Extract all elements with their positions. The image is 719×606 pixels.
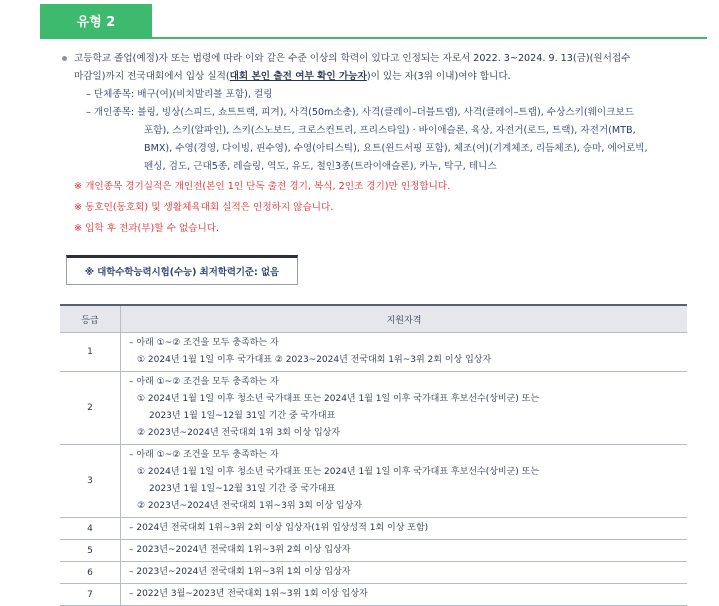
note-club: ※ 동호인(동호회) 및 생활체육대회 실적은 인정하지 않습니다.: [74, 202, 334, 213]
qualification-line: – 아래 ①~② 조건을 모두 충족하는 자: [129, 450, 279, 460]
eligibility-text-3: )이 있는 자(3위 이내)여야 합니다.: [366, 71, 511, 82]
grade-cell: 7: [60, 584, 121, 606]
type-label: 유형 2: [40, 4, 152, 37]
table-row: [60, 372, 687, 445]
table-row: [60, 445, 687, 518]
eligibility-highlight: 대회 본인 출전 여부 확인 가능자: [229, 71, 367, 82]
eligibility-text-1: 고등학교 졸업(예정)자 또는 법령에 따라 이와 같은 수준 이상의 학력이 있다고 인정되는 자로서 2022. 3~2024. 9. 13(금)(원서접수: [74, 53, 631, 64]
individual-sports: [62, 104, 712, 176]
table-row: [60, 333, 687, 372]
qualification-line: – 아래 ①~② 조건을 모두 충족하는 자: [129, 338, 279, 348]
grade-table: [60, 304, 687, 606]
grade-cell: 5: [60, 540, 121, 562]
eligibility-main: [62, 50, 712, 86]
qualification-line: 2023년 1월 1일~12월 31일 기간 중 국가대표: [149, 484, 336, 494]
qualification-line: – 2023년~2024년 전국대회 1위~3위 1회 이상 입상자: [129, 567, 351, 577]
table-row: [60, 584, 687, 606]
individual-line: 포함), 스키(알파인), 스키(스노보드, 크로스컨트리, 프리스타일) · 바이애슬론, 육상, 자전거(로드, 트랙), 자전거(MTB,: [144, 125, 636, 136]
note-transfer: ※ 입학 후 전과(부)할 수 없습니다.: [74, 223, 220, 234]
grade-cell: 1: [60, 333, 121, 372]
eligibility-text-2: 마감일)까지 전국대회에서 입상 실적(: [74, 71, 230, 82]
qualification-line: ① 2024년 1월 1일 이후 청소년 국가대표 또는 2024년 1월 1일 이후 국가대표 후보선수(상비군) 또는: [137, 467, 540, 477]
qualification-line: ② 2023년~2024년 전국대회 1위 3회 이상 입상자: [137, 428, 341, 438]
table-row: [60, 562, 687, 584]
qualification-line: 2023년 1월 1일~12월 31일 기간 중 국가대표: [149, 411, 336, 421]
qualification-cell: [121, 562, 688, 584]
qualification-line: – 2022년 3월~2023년 전국대회 1위~3위 1회 이상 입상자: [129, 589, 368, 599]
table-row: [60, 540, 687, 562]
grade-cell: 6: [60, 562, 121, 584]
eligibility-section: [62, 50, 712, 239]
grade-cell: 2: [60, 372, 121, 445]
header-divider: [40, 37, 707, 39]
qualification-line: ① 2024년 1월 1일 이후 청소년 국가대표 또는 2024년 1월 1일 이후 국가대표 후보선수(상비군) 또는: [137, 394, 540, 404]
qualification-line: – 아래 ①~② 조건을 모두 충족하는 자: [129, 377, 279, 387]
qualification-cell: [121, 445, 688, 518]
header-qualification: 지원자격: [121, 305, 688, 333]
qualification-cell: [121, 372, 688, 445]
minimum-criteria-box: ※ 대학수학능력시험(수능) 최저학력기준: 없음: [66, 255, 298, 285]
individual-line: BMX), 수영(경영, 다이빙, 핀수영), 수영(아티스틱), 요트(윈드서핑 포함), 체조(여)(기계체조, 리듬체조), 승마, 에어로빅,: [144, 143, 648, 154]
grade-cell: 3: [60, 445, 121, 518]
qualification-cell: [121, 333, 688, 372]
qualification-line: – 2024년 전국대회 1위~3위 2회 이상 입상자(1위 입상성적 1회 이상 포함): [129, 523, 429, 533]
individual-line: – 개인종목: 볼링, 빙상(스피드, 쇼트트랙, 피겨), 사격(50m소총), 사격(클레이–더블트랩), 사격(클레이–트랩), 수상스키(웨이크보드: [86, 107, 634, 118]
qualification-cell: [121, 584, 688, 606]
qualification-line: ① 2024년 1월 1일 이후 국가대표 ② 2023~2024년 전국대회 1위~3위 2회 이상 입상자: [137, 355, 492, 365]
note-individual: ※ 개인종목 경기실적은 개인전(본인 1인 단독 출전 경기, 복식, 2인조 경기)만 인정합니다.: [74, 181, 451, 192]
qualification-cell: [121, 540, 688, 562]
individual-line: 펜싱, 검도, 근대5종, 레슬링, 역도, 유도, 철인3종(트라이애슬론), 카누, 탁구, 테니스: [144, 161, 497, 172]
table-row: [60, 518, 687, 540]
qualification-cell: [121, 518, 688, 540]
header-grade: 등급: [60, 305, 121, 333]
bullet-icon: [62, 56, 67, 61]
team-sports: – 단체종목: 배구(여)(비치발리볼 포함), 컬링: [86, 89, 273, 100]
grade-cell: 4: [60, 518, 121, 540]
qualification-line: – 2023년~2024년 전국대회 1위~3위 2회 이상 입상자: [129, 545, 351, 555]
qualification-line: ② 2023년~2024년 전국대회 1위~3위 3회 이상 입상자: [137, 501, 363, 511]
